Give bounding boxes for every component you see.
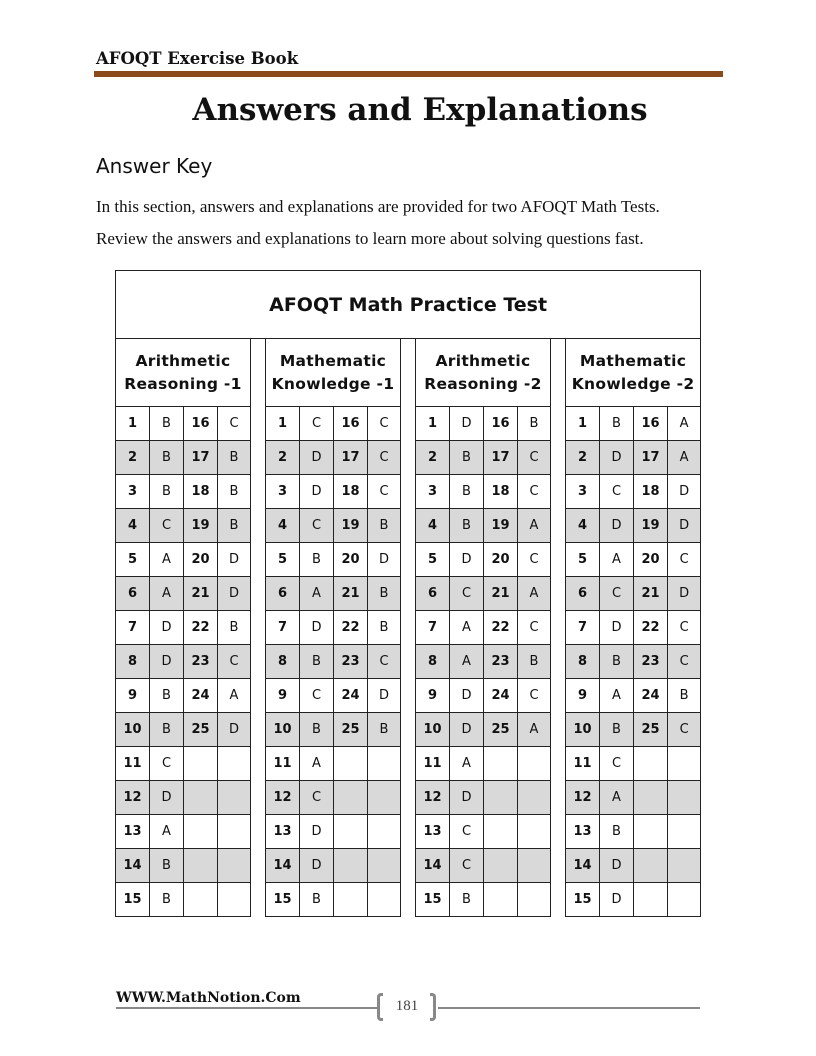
question-number: 12	[266, 781, 300, 815]
question-number: 17	[634, 441, 668, 475]
empty-cell	[368, 849, 401, 883]
empty-cell	[484, 781, 518, 815]
question-number: 21	[184, 577, 218, 611]
empty-cell	[334, 747, 368, 781]
question-number: 23	[184, 645, 218, 679]
answer-letter: A	[668, 441, 701, 475]
answer-letter: A	[300, 577, 334, 611]
table-title: AFOQT Math Practice Test	[116, 271, 701, 339]
answer-letter: C	[450, 849, 484, 883]
question-number: 1	[116, 407, 150, 441]
answer-letter: D	[450, 543, 484, 577]
question-number: 6	[116, 577, 150, 611]
question-number: 21	[334, 577, 368, 611]
answer-letter: B	[150, 713, 184, 747]
empty-cell	[334, 815, 368, 849]
question-number: 23	[484, 645, 518, 679]
answer-letter: B	[450, 475, 484, 509]
answer-letter: C	[518, 543, 551, 577]
answer-letter: C	[518, 611, 551, 645]
answer-letter: B	[668, 679, 701, 713]
answer-letter: D	[600, 611, 634, 645]
answer-letter: B	[600, 713, 634, 747]
question-number: 1	[566, 407, 600, 441]
question-number: 20	[184, 543, 218, 577]
question-number: 3	[416, 475, 450, 509]
question-number: 16	[184, 407, 218, 441]
answer-letter: C	[218, 407, 251, 441]
answer-letter: C	[600, 577, 634, 611]
answer-letter: D	[150, 645, 184, 679]
question-number: 15	[416, 883, 450, 917]
answer-letter: D	[368, 679, 401, 713]
answer-letter: A	[668, 407, 701, 441]
question-number: 22	[484, 611, 518, 645]
answer-letter: D	[450, 713, 484, 747]
empty-cell	[484, 883, 518, 917]
answer-letter: C	[518, 441, 551, 475]
empty-cell	[218, 815, 251, 849]
page-number-bracket-right	[430, 993, 436, 1021]
empty-cell	[668, 781, 701, 815]
question-number: 24	[184, 679, 218, 713]
group-header-line2: Reasoning -2	[424, 374, 542, 393]
question-number: 22	[634, 611, 668, 645]
question-number: 18	[184, 475, 218, 509]
answer-letter: B	[300, 713, 334, 747]
answer-letter: A	[300, 747, 334, 781]
question-number: 15	[116, 883, 150, 917]
answer-letter: B	[368, 713, 401, 747]
answer-letter: C	[368, 645, 401, 679]
answer-letter: A	[218, 679, 251, 713]
answer-letter: C	[368, 441, 401, 475]
answer-letter: B	[218, 441, 251, 475]
answer-letter: B	[600, 815, 634, 849]
question-number: 17	[184, 441, 218, 475]
question-number: 21	[634, 577, 668, 611]
answer-letter: B	[150, 883, 184, 917]
answer-letter: B	[518, 645, 551, 679]
empty-cell	[334, 781, 368, 815]
answer-letter: B	[300, 645, 334, 679]
empty-cell	[184, 849, 218, 883]
answer-letter: C	[668, 611, 701, 645]
empty-cell	[218, 849, 251, 883]
answer-letter: D	[600, 509, 634, 543]
question-number: 7	[416, 611, 450, 645]
question-number: 15	[266, 883, 300, 917]
question-number: 13	[416, 815, 450, 849]
question-number: 22	[334, 611, 368, 645]
empty-cell	[518, 883, 551, 917]
question-number: 16	[634, 407, 668, 441]
question-number: 3	[566, 475, 600, 509]
page-number: 181	[395, 998, 419, 1014]
answer-letter: C	[518, 475, 551, 509]
empty-cell	[518, 747, 551, 781]
answer-letter: C	[600, 475, 634, 509]
answer-letter: B	[518, 407, 551, 441]
question-number: 9	[116, 679, 150, 713]
question-number: 24	[484, 679, 518, 713]
question-number: 23	[334, 645, 368, 679]
question-number: 18	[484, 475, 518, 509]
answer-letter: A	[600, 781, 634, 815]
question-number: 21	[484, 577, 518, 611]
question-number: 2	[266, 441, 300, 475]
question-number: 7	[266, 611, 300, 645]
question-number: 3	[116, 475, 150, 509]
answer-letter: D	[600, 849, 634, 883]
question-number: 13	[266, 815, 300, 849]
question-number: 13	[116, 815, 150, 849]
intro-paragraph-1: In this section, answers and explanations are provided for two AFOQT Math Tests.	[96, 197, 660, 216]
answer-letter: D	[450, 679, 484, 713]
question-number: 14	[416, 849, 450, 883]
answer-letter: C	[450, 815, 484, 849]
answer-letter: B	[300, 883, 334, 917]
question-number: 2	[416, 441, 450, 475]
question-number: 4	[416, 509, 450, 543]
question-number: 4	[116, 509, 150, 543]
question-number: 15	[566, 883, 600, 917]
group-header	[266, 339, 401, 407]
question-number: 12	[116, 781, 150, 815]
question-number: 8	[266, 645, 300, 679]
group-header	[116, 339, 251, 407]
question-number: 12	[566, 781, 600, 815]
empty-cell	[218, 747, 251, 781]
empty-cell	[668, 747, 701, 781]
answer-letter: D	[600, 883, 634, 917]
answer-letter: A	[450, 645, 484, 679]
question-number: 9	[266, 679, 300, 713]
empty-cell	[484, 747, 518, 781]
answer-letter: C	[300, 679, 334, 713]
question-number: 7	[566, 611, 600, 645]
empty-cell	[634, 815, 668, 849]
question-number: 10	[116, 713, 150, 747]
question-number: 19	[484, 509, 518, 543]
empty-cell	[368, 883, 401, 917]
answer-letter: C	[600, 747, 634, 781]
group-header-line2: Knowledge -2	[571, 374, 695, 393]
empty-cell	[184, 815, 218, 849]
question-number: 19	[634, 509, 668, 543]
answer-letter: D	[300, 815, 334, 849]
empty-cell	[668, 849, 701, 883]
question-number: 9	[416, 679, 450, 713]
empty-cell	[218, 781, 251, 815]
empty-cell	[518, 781, 551, 815]
question-number: 24	[334, 679, 368, 713]
answer-letter: C	[518, 679, 551, 713]
group-spacer	[551, 339, 566, 917]
question-number: 13	[566, 815, 600, 849]
answer-letter: C	[300, 407, 334, 441]
answer-letter: B	[300, 543, 334, 577]
answer-letter: B	[150, 679, 184, 713]
empty-cell	[484, 815, 518, 849]
group-header-line1: Mathematic	[579, 351, 687, 370]
footer-rule-left	[116, 1007, 378, 1009]
empty-cell	[634, 747, 668, 781]
group-spacer	[401, 339, 416, 917]
empty-cell	[184, 781, 218, 815]
answer-letter: B	[600, 407, 634, 441]
question-number: 5	[416, 543, 450, 577]
empty-cell	[634, 883, 668, 917]
page-number-bracket-left	[377, 993, 383, 1021]
answer-letter: D	[300, 441, 334, 475]
question-number: 8	[116, 645, 150, 679]
question-number: 4	[266, 509, 300, 543]
answer-letter: A	[150, 815, 184, 849]
answer-letter: C	[668, 645, 701, 679]
question-number: 19	[334, 509, 368, 543]
answer-letter: D	[218, 543, 251, 577]
answer-letter: D	[218, 713, 251, 747]
empty-cell	[184, 747, 218, 781]
question-number: 10	[566, 713, 600, 747]
question-number: 14	[116, 849, 150, 883]
question-number: 1	[266, 407, 300, 441]
question-number: 20	[484, 543, 518, 577]
empty-cell	[518, 849, 551, 883]
answer-letter: D	[668, 475, 701, 509]
question-number: 20	[634, 543, 668, 577]
group-header	[566, 339, 701, 407]
empty-cell	[334, 883, 368, 917]
answer-letter: B	[368, 577, 401, 611]
question-number: 4	[566, 509, 600, 543]
empty-cell	[668, 815, 701, 849]
answer-letter: D	[450, 781, 484, 815]
answer-letter: D	[218, 577, 251, 611]
answer-letter: B	[150, 849, 184, 883]
group-header-line1: Mathematic	[279, 351, 387, 370]
empty-cell	[368, 815, 401, 849]
empty-cell	[368, 781, 401, 815]
answer-key-table	[115, 270, 701, 917]
answer-letter: B	[150, 441, 184, 475]
question-number: 10	[416, 713, 450, 747]
answer-letter: B	[150, 475, 184, 509]
answer-letter: D	[668, 577, 701, 611]
empty-cell	[518, 815, 551, 849]
question-number: 2	[116, 441, 150, 475]
answer-letter: D	[300, 475, 334, 509]
footer-rule-right	[438, 1007, 700, 1009]
answer-letter: D	[668, 509, 701, 543]
answer-letter: C	[300, 509, 334, 543]
question-number: 5	[116, 543, 150, 577]
answer-letter: C	[668, 543, 701, 577]
question-number: 25	[484, 713, 518, 747]
question-number: 16	[334, 407, 368, 441]
answer-letter: B	[450, 883, 484, 917]
answer-letter: B	[450, 509, 484, 543]
question-number: 1	[416, 407, 450, 441]
question-number: 24	[634, 679, 668, 713]
answer-letter: B	[218, 611, 251, 645]
answer-letter: C	[668, 713, 701, 747]
question-number: 12	[416, 781, 450, 815]
answer-letter: B	[450, 441, 484, 475]
question-number: 20	[334, 543, 368, 577]
group-spacer	[251, 339, 266, 917]
empty-cell	[334, 849, 368, 883]
empty-cell	[184, 883, 218, 917]
answer-letter: B	[218, 509, 251, 543]
answer-letter: C	[450, 577, 484, 611]
header-rule	[94, 71, 723, 77]
answer-letter: D	[368, 543, 401, 577]
empty-cell	[634, 849, 668, 883]
footer-website: WWW.MathNotion.Com	[116, 990, 301, 1006]
empty-cell	[368, 747, 401, 781]
empty-cell	[668, 883, 701, 917]
answer-letter: A	[150, 577, 184, 611]
question-number: 5	[266, 543, 300, 577]
question-number: 25	[334, 713, 368, 747]
answer-letter: A	[518, 577, 551, 611]
group-header-line1: Arithmetic	[135, 351, 231, 370]
page-title: Answers and Explanations	[192, 92, 648, 128]
answer-letter: A	[150, 543, 184, 577]
question-number: 8	[566, 645, 600, 679]
question-number: 23	[634, 645, 668, 679]
answer-letter: D	[600, 441, 634, 475]
answer-letter: A	[518, 713, 551, 747]
answer-letter: B	[368, 509, 401, 543]
answer-letter: D	[150, 781, 184, 815]
answer-letter: A	[600, 543, 634, 577]
answer-letter: C	[368, 407, 401, 441]
answer-letter: B	[218, 475, 251, 509]
question-number: 6	[416, 577, 450, 611]
running-head: AFOQT Exercise Book	[96, 49, 299, 68]
question-number: 5	[566, 543, 600, 577]
question-number: 25	[184, 713, 218, 747]
answer-letter: B	[150, 407, 184, 441]
question-number: 11	[116, 747, 150, 781]
question-number: 17	[484, 441, 518, 475]
answer-letter: C	[150, 509, 184, 543]
group-header	[416, 339, 551, 407]
answer-letter: D	[450, 407, 484, 441]
section-heading: Answer Key	[96, 154, 213, 178]
question-number: 10	[266, 713, 300, 747]
intro-paragraph-2: Review the answers and explanations to learn more about solving questions fast.	[96, 229, 644, 248]
answer-letter: D	[300, 849, 334, 883]
group-header-line1: Arithmetic	[435, 351, 531, 370]
answer-letter: D	[150, 611, 184, 645]
empty-cell	[634, 781, 668, 815]
answer-letter: C	[150, 747, 184, 781]
answer-letter: B	[368, 611, 401, 645]
answer-letter: D	[300, 611, 334, 645]
group-header-line2: Knowledge -1	[271, 374, 395, 393]
question-number: 7	[116, 611, 150, 645]
group-header-line2: Reasoning -1	[124, 374, 242, 393]
question-number: 16	[484, 407, 518, 441]
answer-letter: C	[368, 475, 401, 509]
question-number: 18	[634, 475, 668, 509]
question-number: 6	[266, 577, 300, 611]
answer-letter: A	[518, 509, 551, 543]
question-number: 17	[334, 441, 368, 475]
answer-letter: A	[600, 679, 634, 713]
question-number: 22	[184, 611, 218, 645]
answer-letter: A	[450, 611, 484, 645]
question-number: 3	[266, 475, 300, 509]
empty-cell	[484, 849, 518, 883]
question-number: 11	[566, 747, 600, 781]
answer-letter: A	[450, 747, 484, 781]
question-number: 6	[566, 577, 600, 611]
question-number: 2	[566, 441, 600, 475]
question-number: 18	[334, 475, 368, 509]
answer-letter: B	[600, 645, 634, 679]
question-number: 8	[416, 645, 450, 679]
question-number: 9	[566, 679, 600, 713]
question-number: 11	[416, 747, 450, 781]
question-number: 25	[634, 713, 668, 747]
answer-letter: C	[218, 645, 251, 679]
question-number: 14	[266, 849, 300, 883]
answer-letter: C	[300, 781, 334, 815]
question-number: 11	[266, 747, 300, 781]
question-number: 19	[184, 509, 218, 543]
empty-cell	[218, 883, 251, 917]
question-number: 14	[566, 849, 600, 883]
